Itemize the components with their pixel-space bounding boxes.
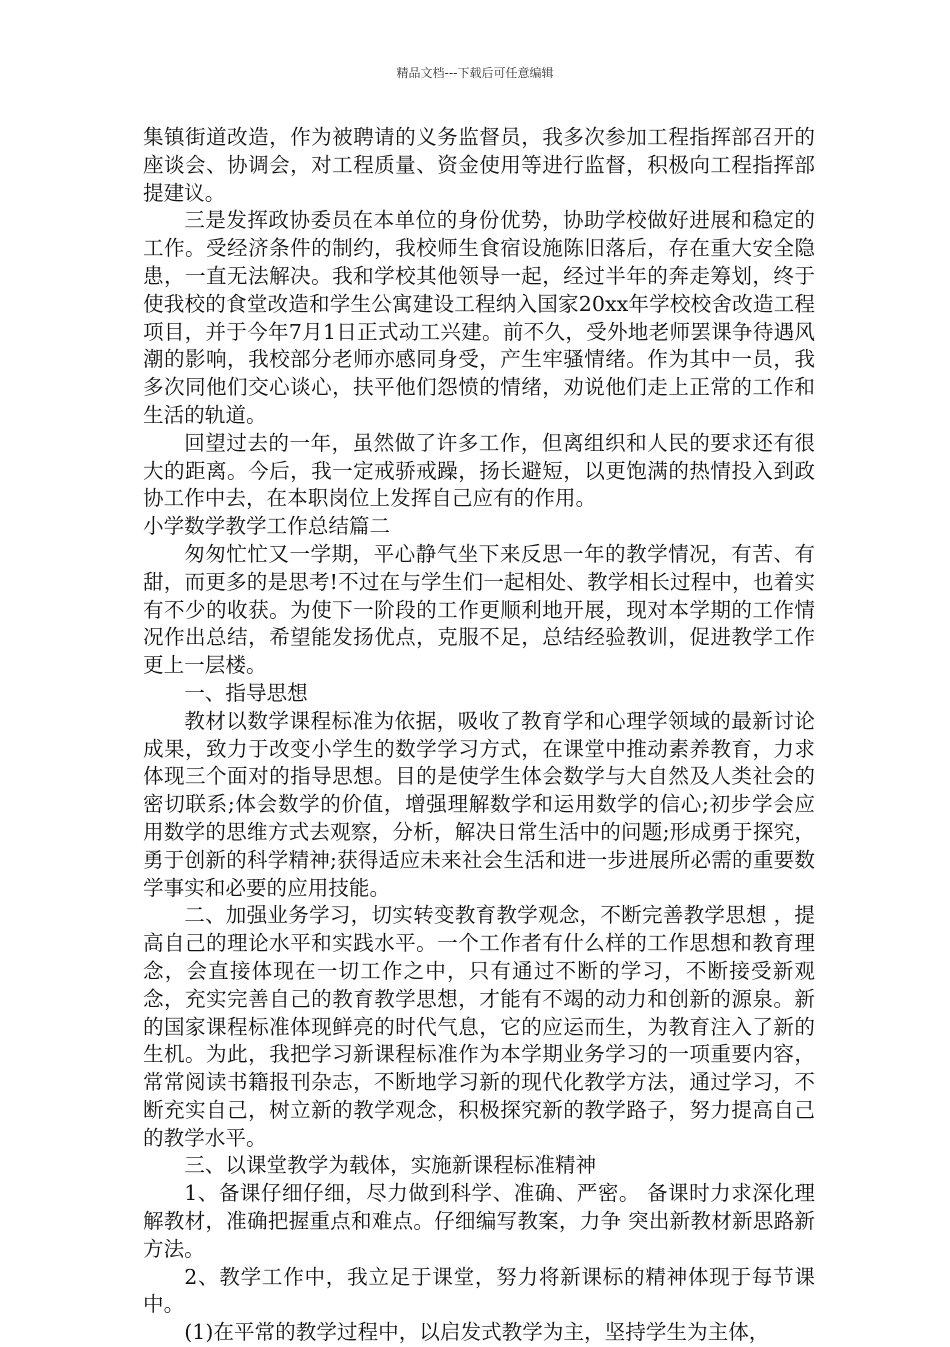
paragraph: 匆匆忙忙又一学期，平心静气坐下来反思一年的教学情况，有苦、有甜，而更多的是思考!不过在与学生们一起相处、教学相长过程中，也着实有不少的收获。为使下一阶段的工作更顺利地开展，现对本学期的工作情况作出总结，希望能发扬优点，克服不足，总结经验教训，促进教学工作更上一层楼。: [143, 541, 815, 678]
paragraph: 二、加强业务学习，切实转变教育教学观念，不断完善教学思想 ，提高自己的理论水平和实践水平。一个工作者有什么样的工作思想和教育理念，会直接体现在一切工作之中，只有通过不断的学习，不断接受新观念，充实完善自己的教育教学思想，才能有不竭的动力和创新的源泉。新的国家课程标准体现鲜亮的时代气息，它的应运而生，为教育注入了新的生机。为此，我把学习新课程标准作为本学期业务学习的一项重要内容，常常阅读书籍报刊杂志，不断地学习新的现代化教学方法，通过学习，不断充实自己，树立新的教学观念，积极探究新的教学路子，努力提高自己的教学水平。: [143, 903, 815, 1150]
paragraph: 三是发挥政协委员在本单位的身份优势，协助学校做好进展和稳定的工作。受经济条件的制约，我校师生食宿设施陈旧落后，存在重大安全隐患，一直无法解决。我和学校其他领导一起，经过半年的奔走筹划，终于使我校的食堂改造和学生公寓建设工程纳入国家20xx年学校校舍改造工程项目，并于今年7月1日正式动工兴建。前不久，受外地老师罢课争待遇风潮的影响，我校部分老师亦感同身受，产生牢骚情绪。作为其中一员，我多次同他们交心谈心，扶平他们怨愤的情绪，劝说他们走上正常的工作和生活的轨道。: [143, 208, 815, 427]
paragraph: 集镇街道改造，作为被聘请的义务监督员，我多次参加工程指挥部召开的座谈会、协调会，对工程质量、资金使用等进行监督，积极向工程指挥部提建议。: [143, 125, 815, 205]
paragraph: 回望过去的一年，虽然做了许多工作，但离组织和人民的要求还有很大的距离。今后，我一定戒骄戒躁，扬长避短，以更饱满的热情投入到政协工作中去，在本职岗位上发挥自己应有的作用。: [143, 430, 815, 511]
section-heading: 小学数学教学工作总结篇二: [143, 514, 391, 539]
paragraph: (1)在平常的教学过程中，以启发式教学为主，坚持学生为主体，: [184, 1320, 770, 1345]
paragraph: 教材以数学课程标准为依据，吸收了教育学和心理学领域的最新讨论成果，致力于改变小学生的数学学习方式，在课堂中推动素养教育，力求体现三个面对的指导思想。目的是使学生体会数学与大自然及人类社会的密切联系;体会数学的价值，增强理解数学和运用数学的信心;初步学会应用数学的思维方式去观察，分析，解决日常生活中的问题;形成勇于探究，勇于创新的科学精神;获得适应未来社会生活和进一步进展所必需的重要数学事实和必要的应用技能。: [143, 708, 815, 900]
document-body: [143, 124, 815, 1347]
subheading: 三、以课堂教学为载体，实施新课程标准精神: [184, 1153, 597, 1178]
page-header: 精品文档---下载后可任意编辑: [396, 66, 554, 80]
subheading: 一、指导思想: [184, 680, 308, 705]
paragraph: 2、教学工作中，我立足于课堂，努力将新课标的精神体现于每节课中。: [143, 1264, 815, 1317]
paragraph: 1、备课仔细仔细，尽力做到科学、准确、严密。 备课时力求深化理解教材，准确把握重点和难点。仔细编写教案，力争 突出新教材新思路新方法。: [143, 1181, 815, 1261]
